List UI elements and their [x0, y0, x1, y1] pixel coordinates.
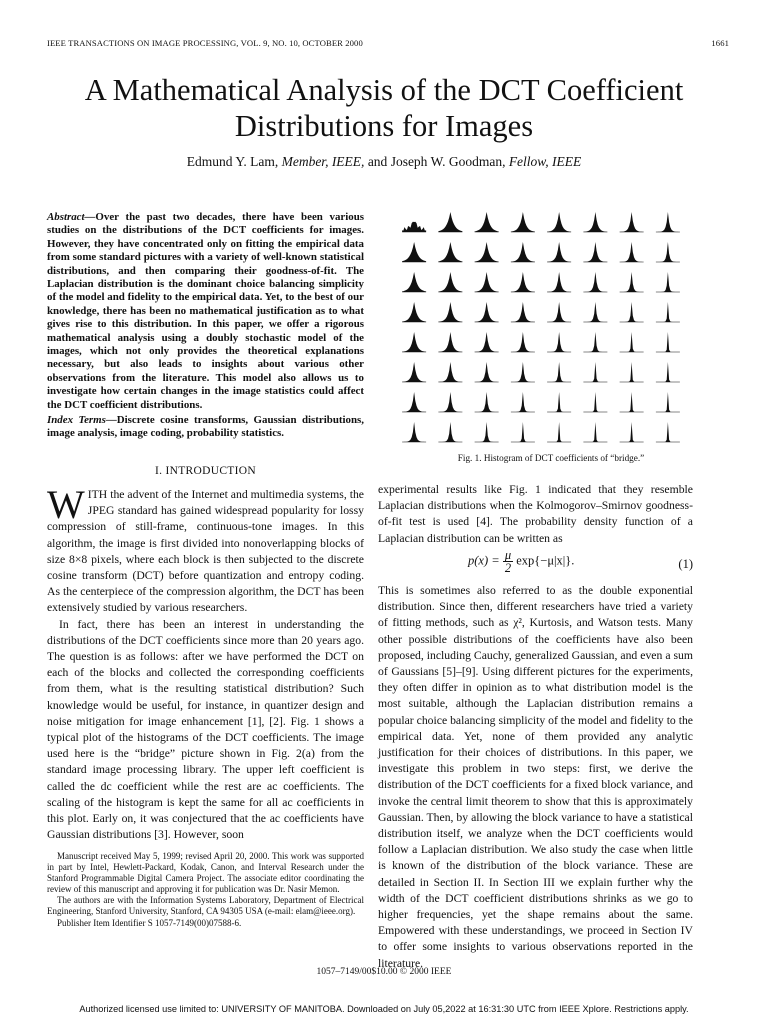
histogram-cell-5-1: [438, 362, 462, 382]
histogram-cell-3-7: [656, 302, 680, 322]
footnote-manuscript: Manuscript received May 5, 1999; revised April 20, 2000. This work was supported in part by Intel, Hewlett-Packard, Kodak, Canon, and Interval Research under the Stanford Programmable Digital Camera Project. The associate editor coordinating the review of this manuscript and approving it for publication was Dr. Nasir Memon.: [47, 851, 364, 895]
index-terms: [47, 414, 364, 441]
histogram-cell-5-0: [402, 362, 426, 382]
license-notice: Authorized licensed use limited to: UNIVERSITY OF MANITOBA. Downloaded on July 05,2022 at 16:31:30 UTC from IEEE Xplore. Restrictions apply.: [79, 1004, 689, 1014]
histogram-cell-0-3: [511, 212, 535, 232]
histogram-cell-5-3: [511, 362, 535, 382]
figure-caption: Fig. 1. Histogram of DCT coefficients of “bridge.”: [457, 453, 645, 463]
histogram-cell-4-6: [620, 332, 644, 352]
histogram-cell-2-3: [511, 272, 535, 292]
histogram-cell-5-6: [620, 362, 644, 382]
intro-p1-text: ITH the advent of the Internet and multimedia systems, the JPEG standard has gained widespread popularity for lossy compression of still-frame, continuous-tone images. In this algorithm, the image is first divided into nonoverlapping blocks of size 8×8 pixels, where each block is then subjected to the discrete cosine transform (DCT) before quantization and entropy coding. As the centerpiece of the compression algorithm, the DCT has been extensively studied by various researchers.: [47, 488, 364, 615]
equation-fraction: [503, 549, 513, 574]
author-1-role: Member, IEEE,: [281, 154, 365, 169]
histogram-cell-6-4: [547, 392, 571, 412]
drop-cap: W: [47, 482, 85, 527]
histogram-cell-3-5: [583, 302, 607, 322]
introduction-body: [47, 482, 364, 843]
running-head: [47, 38, 729, 52]
histogram-cell-7-1: [438, 422, 462, 442]
histogram-cell-6-1: [438, 392, 462, 412]
histogram-cell-0-4: [547, 212, 571, 232]
histogram-cell-2-6: [620, 272, 644, 292]
histogram-cell-7-7: [656, 422, 680, 442]
intro-paragraph-1: [47, 482, 364, 617]
histogram-cell-6-5: [583, 392, 607, 412]
histogram-cell-7-0: [402, 422, 426, 442]
histogram-cell-6-0: [402, 392, 426, 412]
histogram-cell-7-5: [583, 422, 607, 442]
abstract-text: Over the past two decades, there have been various studies on the distributions of the DCT coefficients for images. However, they have concentrated only on fitting the empirical data from some standard pictures with a variety of well-known statistical distributions, and then comparing their goodness-of-fit. The Laplacian distribution is the dominant choice balancing simplicity of the model and fidelity to the empirical data. Yet, to the best of our knowledge, there has been no mathematical justification as to what gives rise to this distribution. In this paper, we offer a rigorous mathematical analysis using a doubly stochastic model of the images, which not only provides the theoretical explanations necessary, but also leads to insights about various other observations from the literature. This model also allows us to investigate how certain changes in the image statistics could affect the DCT coefficient distributions.: [47, 211, 364, 411]
histogram-cell-3-1: [438, 302, 462, 322]
abstract: [47, 211, 364, 412]
histogram-cell-1-6: [620, 242, 644, 262]
section-heading: I. INTRODUCTION: [155, 465, 256, 477]
histogram-cell-4-1: [438, 332, 462, 352]
right-paragraph-2: This is sometimes also referred to as the double exponential distribution. Since then, different researchers have tried a variety of fitting methods, such as χ², Kurtosis, and Watson tests. Many other possible distributions of the coefficients have also been proposed, including Cauchy, generalized Gaussian, and even a sum of Gaussians [5]–[9]. Using different pictures for the experiments, they often differ in opinion as to what distribution model is the most suitable, although the Laplacian distribution remains a popular choice balancing simplicity of the model and fidelity to the empirical data. Yet, none of them provided any analytic justification for their choices of distributions. In this paper, we investigate this problem in two steps: first, we derive the distribution of the DCT coefficients for a fixed block variance, and invoke the central limit theorem to show that this is approximately Gaussian. Then, by allowing the block variance to have a statistical distribution itself, we analyze when the DCT coefficients would follow a Laplacian distribution. We also study the case when little is known of the distribution of the block variance. These are detailed in Section II. In Section III we explain further why the width of the DCT coefficient distributions shrinks as we go to higher frequencies, yet the shape remains about the same. Empowered with these understandings, we proceed in Section IV to offer some insights to various observations reported in the literature.: [378, 584, 693, 970]
histogram-cell-4-7: [656, 332, 680, 352]
right-column-bottom: [378, 583, 693, 972]
histogram-cell-7-2: [475, 422, 499, 442]
histogram-cell-1-7: [656, 242, 680, 262]
author-1: Edmund Y. Lam,: [186, 154, 279, 169]
histogram-cell-2-7: [656, 272, 680, 292]
histogram-cell-0-6: [620, 212, 644, 232]
histogram-cell-7-6: [620, 422, 644, 442]
title-line-2: Distributions for Images: [234, 109, 534, 143]
histogram-cell-7-3: [511, 422, 535, 442]
histogram-cell-6-7: [656, 392, 680, 412]
histogram-cell-5-5: [583, 362, 607, 382]
equation-rhs: exp{−μ|x|}.: [516, 553, 575, 568]
histogram-cell-5-7: [656, 362, 680, 382]
right-paragraph-1: experimental results like Fig. 1 indicated that they resemble Laplacian distributions when the Kolmogorov–Smirnov goodness-of-fit test is used [4]. The probability density function of a Laplacian distribution can be written as: [378, 483, 693, 545]
histogram-cell-3-3: [511, 302, 535, 322]
equation-body: [468, 549, 574, 574]
histogram-cell-1-3: [511, 242, 535, 262]
histogram-cell-0-1: [438, 212, 462, 232]
author-2-role: Fellow, IEEE: [508, 154, 582, 169]
histogram-cell-1-2: [475, 242, 499, 262]
histogram-cell-6-6: [620, 392, 644, 412]
author-2: Joseph W. Goodman,: [390, 154, 506, 169]
histogram-cell-2-2: [475, 272, 499, 292]
histogram-cell-4-4: [547, 332, 571, 352]
author-conjunction: and: [367, 154, 388, 169]
equation-denominator: 2: [504, 561, 512, 575]
histogram-cell-4-3: [511, 332, 535, 352]
histogram-cell-1-5: [583, 242, 607, 262]
histogram-cell-4-2: [475, 332, 499, 352]
histogram-cell-2-4: [547, 272, 571, 292]
footnote-identifier: Publisher Item Identifier S 1057-7149(00)07588-6.: [57, 917, 242, 928]
histogram-cell-1-1: [438, 242, 462, 262]
histogram-cell-2-5: [583, 272, 607, 292]
footnote-affiliation: The authors are with the Information Systems Laboratory, Department of Electrical Engineering, Stanford University, Stanford, CA 94305 USA (e-mail: elam@ieee.org).: [47, 895, 364, 917]
author-line: [30, 154, 738, 170]
index-terms-text: Discrete cosine transforms, Gaussian distributions, image analysis, image coding, probability statistics.: [47, 414, 364, 440]
histogram-cell-6-2: [475, 392, 499, 412]
footnote: [47, 851, 364, 929]
title-line-1: A Mathematical Analysis of the DCT Coefficient: [84, 73, 684, 107]
histogram-cell-0-2: [475, 212, 499, 232]
page-number: 1661: [711, 38, 729, 48]
paper-title: [30, 72, 738, 144]
intro-paragraph-2: In fact, there has been an interest in understanding the distributions of the DCT coefficients since more than 20 years ago. The question is as follows: after we have performed the DCT on each of the blocks and collected the corresponding coefficients from them, what is the resulting statistical distribution? Such knowledge would be useful, for instance, in quantizer design and noise mitigation for image enhancement [1], [2]. Fig. 1 shows a typical plot of the histograms of the DCT coefficients. The image used here is the “bridge” picture shown in Fig. 2(a) from the standard image processing library. The upper left coefficient is called the dc coefficient while the rest are ac coefficients. The scaling of the histogram is kept the same for all ac coefficients in this plot. Early on, it was conjectured that the ac coefficients have Gaussian distributions [3]. However, soon: [47, 617, 364, 842]
histogram-cell-3-4: [547, 302, 571, 322]
histogram-cell-7-4: [547, 422, 571, 442]
histogram-cell-2-1: [438, 272, 462, 292]
histogram-cell-0-0: [402, 222, 426, 232]
copyright-line: 1057–7149/00$10.00 © 2000 IEEE: [316, 967, 452, 977]
histogram-cell-3-2: [475, 302, 499, 322]
histogram-cell-5-2: [475, 362, 499, 382]
histogram-cell-4-5: [583, 332, 607, 352]
histogram-cell-5-4: [547, 362, 571, 382]
histogram-cell-6-3: [511, 392, 535, 412]
histogram-cell-0-7: [656, 212, 680, 232]
equation-lhs: p(x) =: [468, 553, 500, 568]
histogram-cell-0-5: [583, 212, 607, 232]
histogram-cell-1-0: [402, 242, 426, 262]
dct-histogram-figure: [396, 206, 686, 446]
histogram-cell-1-4: [547, 242, 571, 262]
equation-1: [378, 549, 693, 579]
right-column-top: [378, 482, 693, 547]
equation-numerator: μ: [504, 548, 512, 562]
histogram-cell-3-6: [620, 302, 644, 322]
equation-number: (1): [678, 557, 693, 571]
histogram-cell-2-0: [402, 272, 426, 292]
index-terms-label: Index Terms—: [47, 414, 117, 426]
abstract-label: Abstract—: [47, 211, 96, 223]
histogram-cell-4-0: [402, 332, 426, 352]
journal-header: IEEE TRANSACTIONS ON IMAGE PROCESSING, VOL. 9, NO. 10, OCTOBER 2000: [47, 38, 363, 48]
histogram-cell-3-0: [402, 302, 426, 322]
